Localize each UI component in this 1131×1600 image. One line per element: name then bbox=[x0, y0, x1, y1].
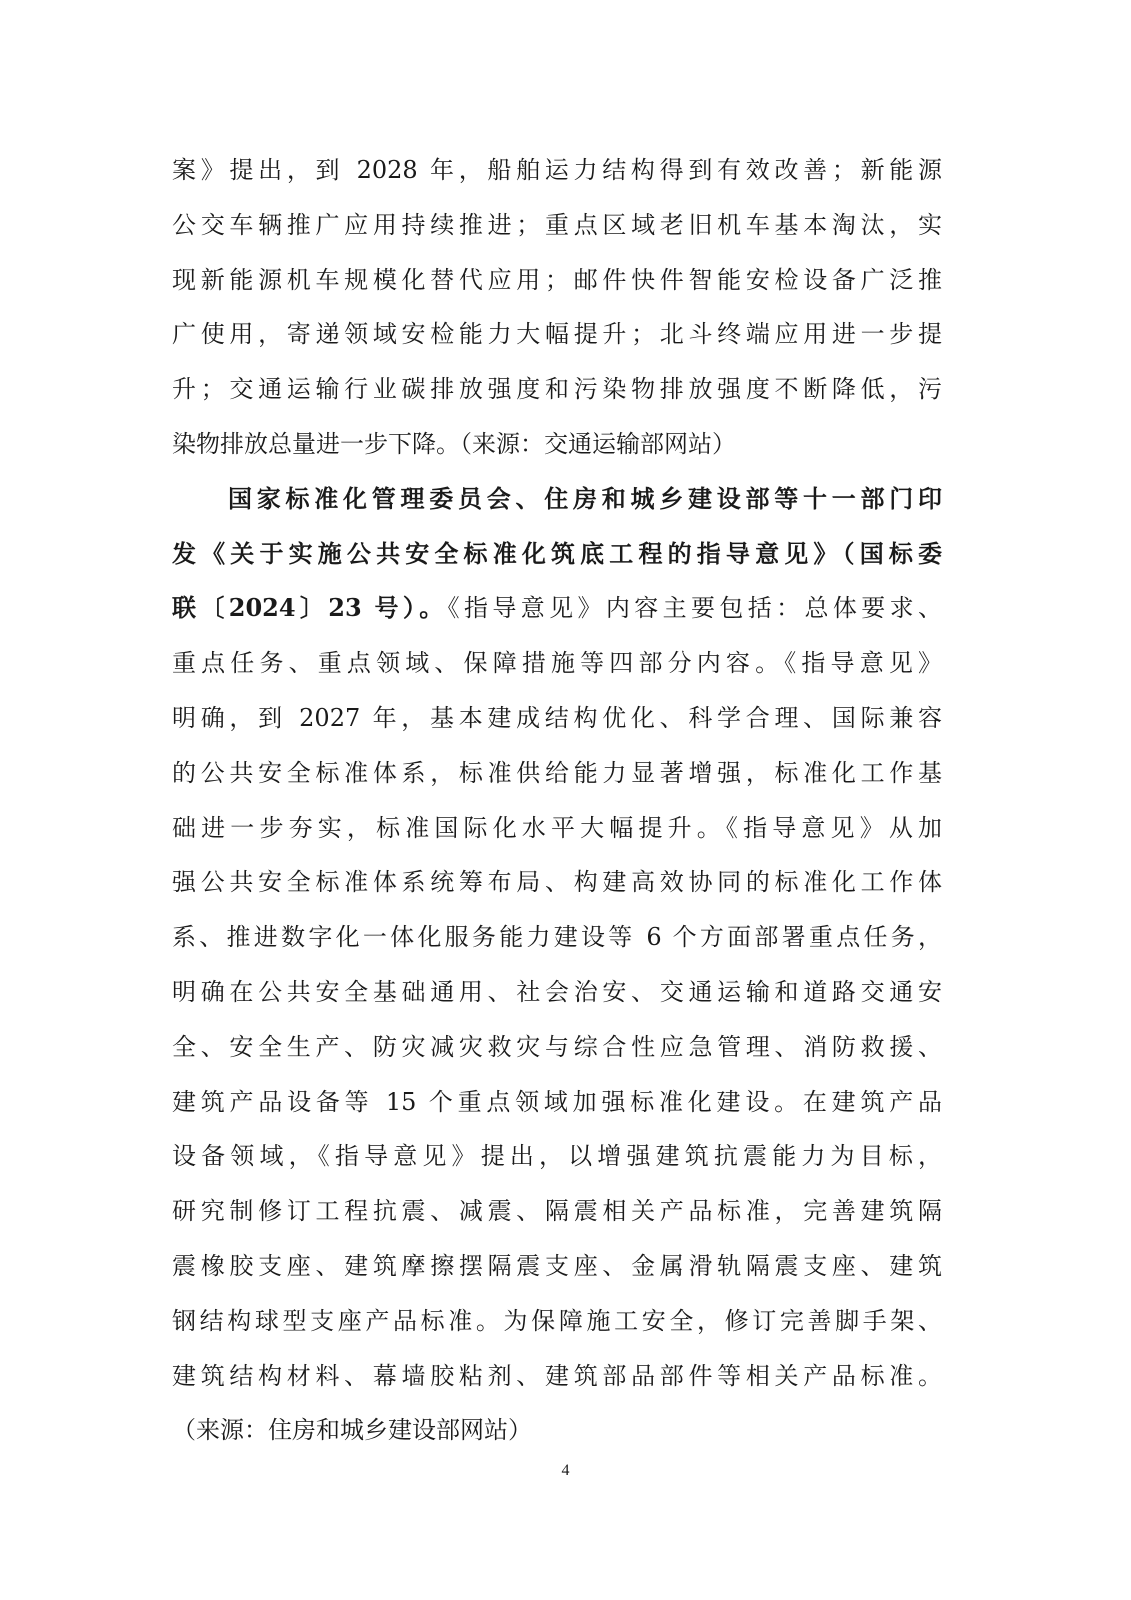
paragraph-1-line: 广使用，寄递领域安检能力大幅提升；北斗终端应用进一步提 bbox=[172, 320, 942, 349]
paragraph-2-line: 研究制修订工程抗震、减震、隔震相关产品标准，完善建筑隔 bbox=[172, 1197, 942, 1226]
paragraph-2-line: 设备领域，《指导意见》提出，以增强建筑抗震能力为目标， bbox=[172, 1142, 942, 1171]
paragraph-2-heading-line: 发《关于实施公共安全标准化筑底工程的指导意见》（国标委 bbox=[172, 538, 942, 568]
paragraph-2-line: 强公共安全标准体系统筹布局、构建高效协同的标准化工作体 bbox=[172, 868, 942, 897]
paragraph-2-line: 础进一步夯实，标准国际化水平大幅提升。《指导意见》从加 bbox=[172, 813, 942, 842]
document-body bbox=[172, 147, 942, 1462]
paragraph-1-line: 染物排放总量进一步下降。（来源：交通运输部网站） bbox=[172, 429, 736, 458]
paragraph-2-line: 建筑结构材料、幕墙胶粘剂、建筑部品部件等相关产品标准。 bbox=[172, 1361, 942, 1390]
paragraph-2-line: 钢结构球型支座产品标准。为保障施工安全，修订完善脚手架、 bbox=[172, 1306, 942, 1335]
paragraph-1-line: 公交车辆推广应用持续推进；重点区域老旧机车基本淘汰，实 bbox=[172, 210, 942, 239]
paragraph-2-text-start: 《指导意见》内容主要包括：总体要求、 bbox=[447, 594, 942, 623]
paragraph-1-line: 升；交通运输行业碳排放强度和污染物排放强度不断降低，污 bbox=[172, 375, 942, 404]
paragraph-2-line: 明确在公共安全基础通用、社会治安、交通运输和道路交通安 bbox=[172, 977, 942, 1006]
paragraph-2-line: 系、推进数字化一体化服务能力建设等 6 个方面部署重点任务， bbox=[172, 923, 942, 952]
paragraph-1-line: 现新能源机车规模化替代应用；邮件快件智能安检设备广泛推 bbox=[172, 265, 942, 294]
paragraph-2-line: 重点任务、重点领域、保障措施等四部分内容。《指导意见》 bbox=[172, 649, 942, 678]
paragraph-2-line: 全、安全生产、防灾减灾救灾与综合性应急管理、消防救援、 bbox=[172, 1032, 942, 1061]
paragraph-2-line: 建筑产品设备等 15 个重点领域加强标准化建设。在建筑产品 bbox=[172, 1087, 942, 1116]
page-number: 4 bbox=[561, 1462, 570, 1479]
paragraph-2-line: （来源：住房和城乡建设部网站） bbox=[172, 1416, 532, 1445]
paragraph-2-mixed-line bbox=[172, 585, 942, 640]
paragraph-2-line: 震橡胶支座、建筑摩擦摆隔震支座、金属滑轨隔震支座、建筑 bbox=[172, 1251, 942, 1280]
paragraph-2-heading-line: 国家标准化管理委员会、住房和城乡建设部等十一部门印 bbox=[228, 483, 942, 513]
paragraph-1-line: 案》提出，到 2028 年，船舶运力结构得到有效改善；新能源 bbox=[172, 156, 942, 184]
paragraph-2-line: 的公共安全标准体系，标准供给能力显著增强，标准化工作基 bbox=[172, 758, 942, 787]
paragraph-2-heading-end: 联〔2024〕23 号）。 bbox=[172, 593, 448, 623]
paragraph-2-line: 明确，到 2027 年，基本建成结构优化、科学合理、国际兼容 bbox=[172, 703, 942, 732]
